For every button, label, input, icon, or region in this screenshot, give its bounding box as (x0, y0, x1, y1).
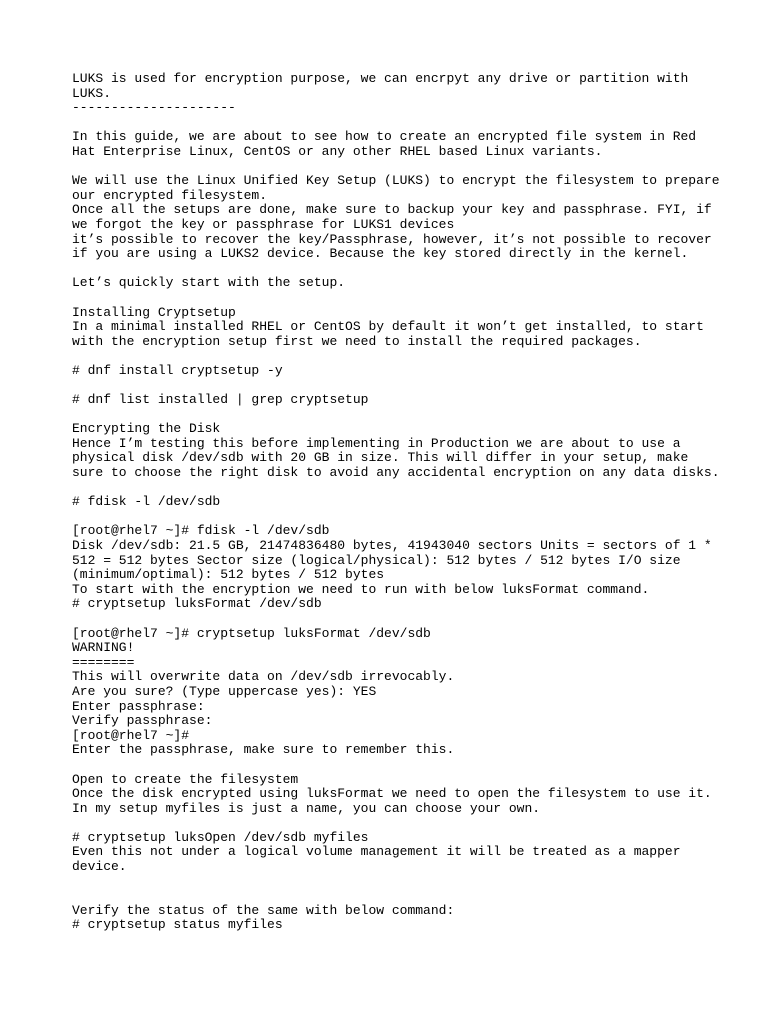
blank-line (72, 349, 712, 364)
text-line: Even this not under a logical volume management it will be treated as a mapper (72, 844, 681, 860)
command-line: # fdisk -l /dev/sdb (72, 494, 221, 510)
text-line: device. (72, 859, 127, 875)
command-line: # cryptsetup status myfiles (72, 917, 283, 933)
terminal-output-line: [root@rhel7 ~]# cryptsetup luksFormat /dev/sdb (72, 625, 431, 641)
terminal-output-line: (minimum/optimal): 512 bytes / 512 bytes (72, 567, 385, 583)
terminal-output-line: Are you sure? (Type uppercase yes): YES (72, 683, 377, 699)
text-line: LUKS. (72, 85, 112, 101)
section-heading: Encrypting the Disk (72, 421, 221, 437)
text-line: Enter the passphrase, make sure to remember this. (72, 742, 455, 758)
text-line: Hence I’m testing this before implementing in Production we are about to use a (72, 435, 681, 451)
terminal-output-line: [root@rhel7 ~]# fdisk -l /dev/sdb (72, 523, 330, 539)
terminal-output-line: WARNING! (72, 640, 135, 656)
command-line: # dnf install cryptsetup -y (72, 362, 283, 378)
blank-line (72, 408, 712, 423)
text-line: Once the disk encrypted using luksFormat we need to open the filesystem to use it. (72, 786, 712, 802)
text-line: To start with the encryption we need to run with below luksFormat command. (72, 581, 650, 597)
terminal-output-line: This will overwrite data on /dev/sdb irrevocably. (72, 669, 455, 685)
blank-line (72, 816, 712, 831)
text-line: our encrypted filesystem. (72, 187, 268, 203)
text-line: Let’s quickly start with the setup. (72, 275, 346, 291)
blank-line (72, 481, 712, 496)
text-line: sure to choose the right disk to avoid any accidental encryption on any data disks. (72, 465, 720, 481)
blank-line (72, 510, 712, 525)
terminal-output-line: ======== (72, 654, 135, 670)
text-line: Hat Enterprise Linux, CentOS or any other RHEL based Linux variants. (72, 143, 603, 159)
blank-line (72, 378, 712, 393)
text-line: LUKS is used for encryption purpose, we can encrpyt any drive or partition with (72, 71, 689, 86)
command-line: # dnf list installed | grep cryptsetup (72, 392, 369, 408)
command-line: # cryptsetup luksOpen /dev/sdb myfiles (72, 829, 369, 845)
text-line: Once all the setups are done, make sure to backup your key and passphrase. FYI, if (72, 202, 712, 218)
blank-line (72, 262, 712, 277)
terminal-output-line: Enter passphrase: (72, 698, 205, 714)
text-line: we forgot the key or passphrase for LUKS1 devices (72, 216, 455, 232)
blank-line (72, 612, 712, 627)
blank-line (72, 160, 712, 175)
blank-line (72, 116, 712, 131)
terminal-output-line: Verify passphrase: (72, 713, 213, 729)
text-line: In this guide, we are about to see how to create an encrypted file system in Red (72, 129, 697, 145)
text-line: We will use the Linux Unified Key Setup (LUKS) to encrypt the filesystem to prepare (72, 173, 720, 189)
text-line: In my setup myfiles is just a name, you can choose your own. (72, 800, 541, 816)
text-line: with the encryption setup first we need to install the required packages. (72, 333, 642, 349)
separator-line: --------------------- (72, 100, 236, 116)
text-line: it’s possible to recover the key/Passphrase, however, it’s not possible to recover (72, 231, 712, 247)
blank-line (72, 875, 712, 890)
text-line: if you are using a LUKS2 device. Because the key stored directly in the kernel. (72, 246, 689, 262)
text-line: physical disk /dev/sdb with 20 GB in size. This will differ in your setup, make (72, 450, 689, 466)
blank-line (72, 291, 712, 306)
section-heading: Installing Cryptsetup (72, 304, 236, 320)
command-line: # cryptsetup luksFormat /dev/sdb (72, 596, 322, 612)
blank-line (72, 889, 712, 904)
text-line: In a minimal installed RHEL or CentOS by default it won’t get installed, to start (72, 319, 704, 335)
document-page (72, 71, 720, 933)
text-line: Verify the status of the same with below command: (72, 902, 455, 918)
blank-line (72, 758, 712, 773)
terminal-output-line: Disk /dev/sdb: 21.5 GB, 21474836480 bytes, 41943040 sectors Units = sectors of 1 * (72, 538, 712, 553)
section-heading: Open to create the filesystem (72, 771, 299, 787)
terminal-output-line: 512 = 512 bytes Sector size (logical/physical): 512 bytes / 512 bytes I/O size (72, 552, 681, 568)
terminal-output-line: [root@rhel7 ~]# (72, 727, 190, 743)
